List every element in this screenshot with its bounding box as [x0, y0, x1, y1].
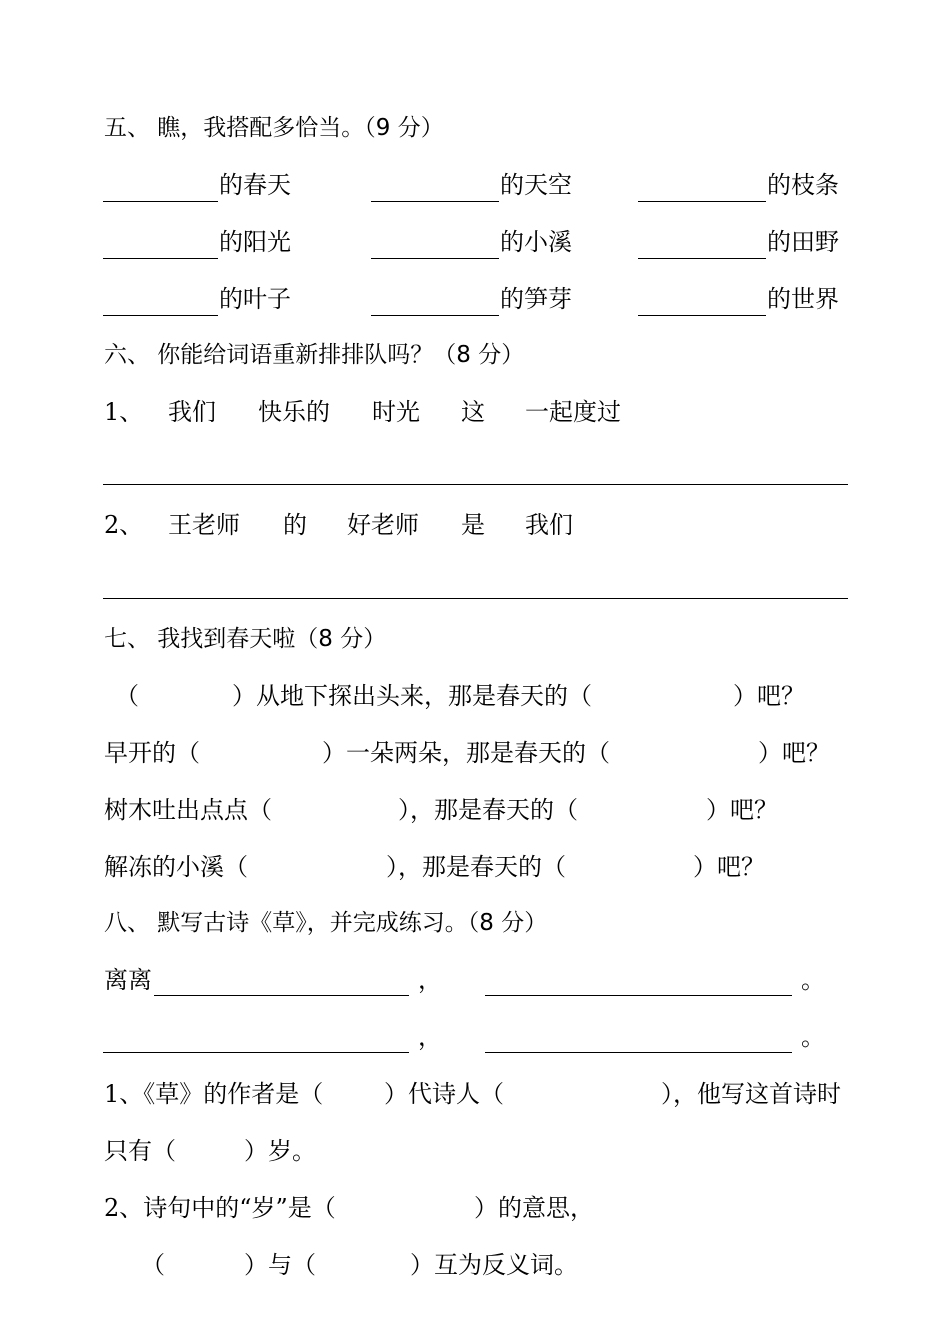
word-chip: 王老师	[168, 511, 240, 539]
sentence-part: ），那是春天的（	[386, 853, 566, 881]
answer-blank[interactable]	[371, 201, 499, 202]
punctuation: ，	[418, 1023, 442, 1051]
phrase-label: 的笋芽	[500, 285, 572, 313]
sentence-part: 2、诗句中的“岁”是（	[104, 1194, 336, 1222]
phrase-label: 的天空	[500, 171, 572, 199]
answer-blank[interactable]	[638, 315, 766, 316]
word-chip: 好老师	[347, 511, 419, 539]
sentence-part: ）的意思，	[474, 1194, 594, 1222]
sentence-part: 1、《草》的作者是（	[104, 1080, 324, 1108]
sentence-part: ）吧？	[706, 796, 778, 824]
poem-blank[interactable]	[485, 995, 792, 996]
poem-start: 离离	[104, 966, 152, 994]
section-5-heading: 五、 瞧，我搭配多恰当。（9 分）	[104, 115, 444, 141]
sentence-part: ）从地下探出头来，那是春天的（	[232, 682, 592, 710]
sentence-part: ）吧？	[693, 853, 765, 881]
answer-blank[interactable]	[371, 315, 499, 316]
word-chip: 是	[461, 511, 485, 539]
word-chip: 时光	[372, 398, 420, 426]
sentence-part: ）吧？	[758, 739, 830, 767]
poem-blank[interactable]	[485, 1052, 792, 1053]
answer-line[interactable]	[103, 598, 848, 599]
section-8-heading: 八、 默写古诗《草》，并完成练习。（8 分）	[104, 910, 548, 936]
sentence-part: （	[115, 682, 139, 710]
sentence-part: （	[141, 1251, 165, 1279]
phrase-label: 的田野	[767, 228, 839, 256]
sentence-part: ），他写这首诗时	[661, 1080, 841, 1108]
sentence-part: 早开的（	[104, 739, 200, 767]
answer-line[interactable]	[103, 484, 848, 485]
sentence-part: ）岁。	[244, 1137, 316, 1165]
phrase-label: 的叶子	[219, 285, 291, 313]
word-chip: 我们	[525, 511, 573, 539]
sentence-part: 只有（	[104, 1137, 176, 1165]
punctuation: 。	[801, 966, 825, 994]
word-chip: 这	[461, 398, 485, 426]
sentence-part: ），那是春天的（	[398, 796, 578, 824]
phrase-label: 的枝条	[767, 171, 839, 199]
poem-blank[interactable]	[154, 995, 409, 996]
answer-blank[interactable]	[103, 258, 218, 259]
question-number: 2、	[104, 511, 144, 539]
punctuation: 。	[801, 1023, 825, 1051]
sentence-part: ）吧？	[733, 682, 805, 710]
question-number: 1、	[104, 398, 144, 426]
word-chip: 一起度过	[525, 398, 621, 426]
phrase-label: 的世界	[767, 285, 839, 313]
phrase-label: 的小溪	[500, 228, 572, 256]
word-chip: 的	[283, 511, 307, 539]
sentence-part: ）一朵两朵，那是春天的（	[322, 739, 610, 767]
sentence-part: ）互为反义词。	[410, 1251, 578, 1279]
answer-blank[interactable]	[638, 258, 766, 259]
answer-blank[interactable]	[103, 315, 218, 316]
punctuation: ，	[418, 966, 442, 994]
answer-blank[interactable]	[103, 201, 218, 202]
answer-blank[interactable]	[638, 201, 766, 202]
sentence-part: 解冻的小溪（	[104, 853, 248, 881]
phrase-label: 的阳光	[219, 228, 291, 256]
answer-blank[interactable]	[371, 258, 499, 259]
phrase-label: 的春天	[219, 171, 291, 199]
section-6-heading: 六、 你能给词语重新排排队吗？（8 分）	[104, 342, 525, 368]
sentence-part: 树木吐出点点（	[104, 796, 272, 824]
section-7-heading: 七、 我找到春天啦（8 分）	[104, 626, 387, 652]
word-chip: 快乐的	[258, 398, 330, 426]
poem-blank[interactable]	[103, 1052, 409, 1053]
sentence-part: ）与（	[244, 1251, 316, 1279]
sentence-part: ）代诗人（	[384, 1080, 504, 1108]
word-chip: 我们	[168, 398, 216, 426]
